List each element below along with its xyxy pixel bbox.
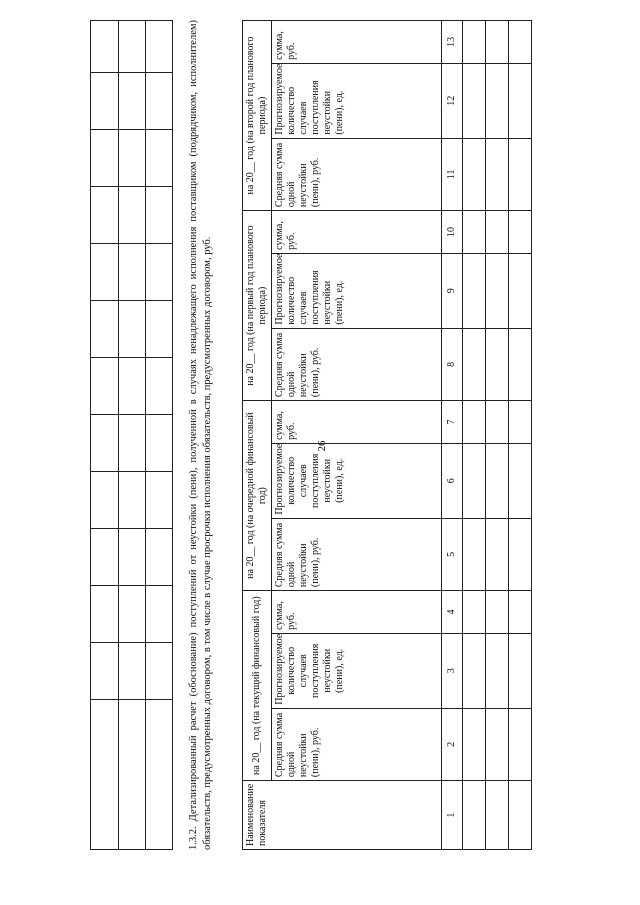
column-number: 2 <box>442 708 463 780</box>
subheader-sum: сумма, руб. <box>272 591 442 634</box>
page-number: 26 <box>316 440 328 452</box>
column-number: 13 <box>442 21 463 64</box>
column-number: 12 <box>442 63 463 138</box>
period-header-plan1: на 20__ год (на первый год планового периода) <box>243 211 272 401</box>
column-number: 3 <box>442 633 463 708</box>
column-number-row <box>442 21 463 850</box>
section-intro-text: 1.3.2. Детализированный расчет (обоснование) поступлений от неустойки (пени), полученной в случаях ненадлежащего исполнения поставщиком (подрядчиком, исполнителем) обязательств, предусмотренных договором, в том числе в случае просрочки исполнения обязательств, предусмотренных договором, руб. <box>188 20 213 850</box>
subheader-avg: Средняя сумма одной неустойки (пени), руб. <box>272 708 442 780</box>
column-number: 9 <box>442 253 463 328</box>
period-header-current: на 20__ год (на текущий финансовый год) <box>243 591 272 781</box>
column-number: 7 <box>442 401 463 444</box>
indicator-header: Наименование показателя <box>243 781 442 850</box>
subheader-sum: сумма, руб. <box>272 401 442 444</box>
subheader-count: Прогнозируемое количество случаев поступления неустойки (пени), ед. <box>272 443 442 518</box>
subheader-count: Прогнозируемое количество случаев поступления неустойки (пени), ед. <box>272 63 442 138</box>
rotated-page-content <box>90 20 590 850</box>
subheader-sum: сумма, руб. <box>272 21 442 64</box>
subheader-sum: сумма, руб. <box>272 211 442 254</box>
subheader-avg: Средняя сумма одной неустойки (пени), руб. <box>272 138 442 210</box>
subheader-count: Прогнозируемое количество случаев поступления неустойки (пени), ед. <box>272 633 442 708</box>
subheader-avg: Средняя сумма одной неустойки (пени), руб. <box>272 328 442 400</box>
column-number: 10 <box>442 211 463 254</box>
column-number: 5 <box>442 518 463 590</box>
column-number: 8 <box>442 328 463 400</box>
table-row <box>463 21 486 850</box>
column-number: 4 <box>442 591 463 634</box>
subheader-avg: Средняя сумма одной неустойки (пени), руб. <box>272 518 442 590</box>
penalty-calculation-table <box>242 20 532 850</box>
column-number: 6 <box>442 443 463 518</box>
period-header-next: на 20__ год (на очередной финансовый год) <box>243 401 272 591</box>
table-row <box>486 21 509 850</box>
table-row <box>509 21 532 850</box>
period-header-plan2: на 20__ год (на второй год планового периода) <box>243 21 272 211</box>
column-number: 1 <box>442 781 463 850</box>
column-number: 11 <box>442 138 463 210</box>
previous-table-fragment <box>90 20 173 850</box>
subheader-count: Прогнозируемое количество случаев поступления неустойки (пени), ед. <box>272 253 442 328</box>
